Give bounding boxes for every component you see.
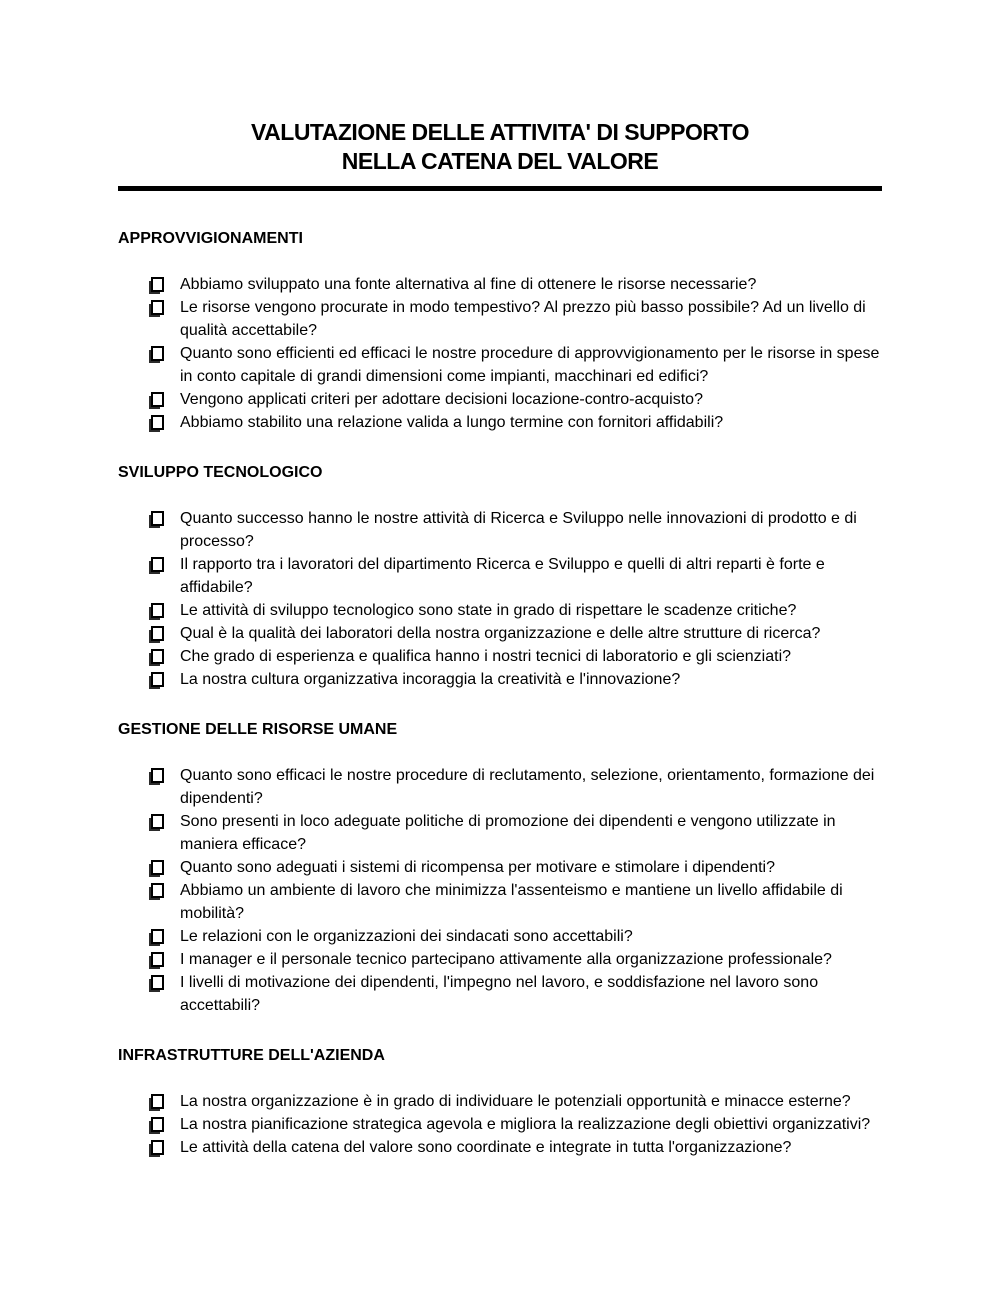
checklist-item xyxy=(148,599,882,622)
checklist-item-text: Le relazioni con le organizzazioni dei sindacati sono accettabili? xyxy=(180,928,633,945)
checkbox-icon[interactable] xyxy=(151,415,164,430)
checklist-item-text: La nostra organizzazione è in grado di individuare le potenziali opportunità e minacce esterne? xyxy=(180,1093,851,1110)
checklist-item xyxy=(148,879,882,925)
checklist-item-text: I manager e il personale tecnico partecipano attivamente alla organizzazione professionale? xyxy=(180,951,832,968)
checklist-item-text: Che grado di esperienza e qualifica hanno i nostri tecnici di laboratorio e gli scienziati? xyxy=(180,648,792,665)
checkbox-icon[interactable] xyxy=(151,975,164,990)
checklist-item xyxy=(148,810,882,856)
checkbox-icon[interactable] xyxy=(151,883,164,898)
sections-container xyxy=(118,229,882,1159)
checklist xyxy=(118,764,882,1017)
checkbox-icon[interactable] xyxy=(151,1094,164,1109)
checkbox-icon[interactable] xyxy=(151,392,164,407)
checklist-item-text: I livelli di motivazione dei dipendenti, l'impegno nel lavoro, e soddisfazione nel lavoro sono accettabili? xyxy=(180,974,819,1014)
checkbox-icon[interactable] xyxy=(151,603,164,618)
checklist-section xyxy=(118,229,882,434)
checklist-item xyxy=(148,553,882,599)
checklist-item xyxy=(148,388,882,411)
checkbox-icon[interactable] xyxy=(151,672,164,687)
checklist-item-text: Il rapporto tra i lavoratori del dipartimento Ricerca e Sviluppo e quelli di altri reparti è forte e affidabile? xyxy=(180,556,825,596)
checklist-item xyxy=(148,856,882,879)
checklist-item xyxy=(148,925,882,948)
section-heading: APPROVVIGIONAMENTI xyxy=(118,230,303,247)
checklist xyxy=(118,507,882,691)
section-heading: INFRASTRUTTURE DELL'AZIENDA xyxy=(118,1047,385,1064)
title-divider-rule xyxy=(118,186,882,191)
page-title xyxy=(118,118,882,176)
checklist-item xyxy=(148,273,882,296)
checklist-item-text: Abbiamo un ambiente di lavoro che minimizza l'assenteismo e mantiene un livello affidabile di mobilità? xyxy=(180,882,843,922)
checkbox-icon[interactable] xyxy=(151,952,164,967)
checkbox-icon[interactable] xyxy=(151,860,164,875)
checklist-item xyxy=(148,971,882,1017)
checklist-item xyxy=(148,507,882,553)
checkbox-icon[interactable] xyxy=(151,929,164,944)
checklist-item-text: Quanto sono efficienti ed efficaci le nostre procedure di approvvigionamento per le risorse in spese in conto capitale di grandi dimensioni come impianti, macchinari ed edifici? xyxy=(180,345,880,385)
checkbox-icon[interactable] xyxy=(151,557,164,572)
checklist-item-text: Le attività della catena del valore sono coordinate e integrate in tutta l'organizzazione? xyxy=(180,1139,792,1156)
checkbox-icon[interactable] xyxy=(151,1117,164,1132)
checklist-section xyxy=(118,463,882,691)
section-heading: SVILUPPO TECNOLOGICO xyxy=(118,464,323,481)
checklist-item-text: La nostra pianificazione strategica agevola e migliora la realizzazione degli obiettivi organizzativi? xyxy=(180,1116,871,1133)
checklist-section xyxy=(118,720,882,1017)
checklist-item-text: Sono presenti in loco adeguate politiche di promozione dei dipendenti e vengono utilizzate in maniera efficace? xyxy=(180,813,836,853)
checklist-item-text: Qual è la qualità dei laboratori della nostra organizzazione e delle altre strutture di ricerca? xyxy=(180,625,821,642)
checkbox-icon[interactable] xyxy=(151,277,164,292)
checkbox-icon[interactable] xyxy=(151,814,164,829)
section-heading: GESTIONE DELLE RISORSE UMANE xyxy=(118,721,398,738)
checklist-item xyxy=(148,1090,882,1113)
checklist-item xyxy=(148,668,882,691)
checklist-section xyxy=(118,1046,882,1159)
checklist-item xyxy=(148,645,882,668)
checkbox-icon[interactable] xyxy=(151,768,164,783)
checkbox-icon[interactable] xyxy=(151,346,164,361)
checklist-item xyxy=(148,764,882,810)
checklist-item-text: Le attività di sviluppo tecnologico sono state in grado di rispettare le scadenze critiche? xyxy=(180,602,797,619)
page-title-line2: NELLA CATENA DEL VALORE xyxy=(341,148,659,174)
checklist-item xyxy=(148,1136,882,1159)
checklist-item xyxy=(148,296,882,342)
checklist-item-text: Vengono applicati criteri per adottare decisioni locazione-contro-acquisto? xyxy=(180,391,703,408)
checklist-item-text: Quanto sono adeguati i sistemi di ricompensa per motivare e stimolare i dipendenti? xyxy=(180,859,775,876)
checklist-item-text: Quanto successo hanno le nostre attività di Ricerca e Sviluppo nelle innovazioni di prodotto e di processo? xyxy=(180,510,857,550)
page-title-line1: VALUTAZIONE DELLE ATTIVITA' DI SUPPORTO xyxy=(251,119,749,145)
checklist-item-text: La nostra cultura organizzativa incoraggia la creatività e l'innovazione? xyxy=(180,671,681,688)
checklist-item-text: Abbiamo sviluppato una fonte alternativa al fine di ottenere le risorse necessarie? xyxy=(180,276,757,293)
checklist-item-text: Abbiamo stabilito una relazione valida a lungo termine con fornitori affidabili? xyxy=(180,414,724,431)
checkbox-icon[interactable] xyxy=(151,511,164,526)
checklist xyxy=(118,1090,882,1159)
checklist-item xyxy=(148,342,882,388)
checkbox-icon[interactable] xyxy=(151,626,164,641)
checklist-item xyxy=(148,622,882,645)
checklist xyxy=(118,273,882,434)
checklist-item xyxy=(148,948,882,971)
checkbox-icon[interactable] xyxy=(151,1140,164,1155)
checkbox-icon[interactable] xyxy=(151,649,164,664)
checklist-item xyxy=(148,1113,882,1136)
checklist-item-text: Le risorse vengono procurate in modo tempestivo? Al prezzo più basso possibile? Ad un livello di qualità accettabile? xyxy=(180,299,866,339)
checklist-item xyxy=(148,411,882,434)
checkbox-icon[interactable] xyxy=(151,300,164,315)
checklist-item-text: Quanto sono efficaci le nostre procedure di reclutamento, selezione, orientamento, formazione dei dipendenti? xyxy=(180,767,875,807)
